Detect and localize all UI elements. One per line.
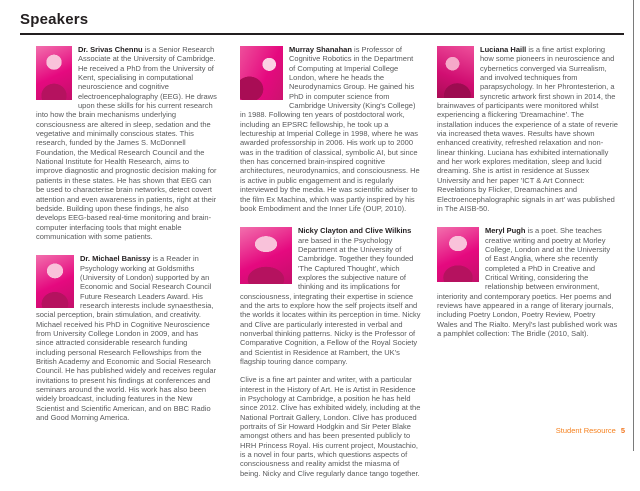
speaker-bio-text: is a Senior Research Associate at the University of Cambridge. He received a PhD from the University of Kent, specialising in computational neuroscience and cognitive electroencephalography (EEG). He draws upon these skills for his current research into how the brain mechanisms underlying consciousness are altered in sleep, sedation and the vegetative and minimally conscious states. This research, funded by the James S. McDonnell Foundation, the Medical Research Council and the National Institute for Health Research, aims to improve diagnostic and prognostic decision making for patients in these states. He has shown that EEG can be used to characterise brain networks, detect covert attention and even awareness in patients, right at their bedside. Building upon these findings, he also develops EEG-based real-time monitoring and brain-computer interfacing tools that might enable communication with some patients.	[36, 45, 217, 241]
column-middle	[240, 45, 421, 491]
speaker-name: Luciana Haill	[480, 45, 527, 54]
speaker-name: Dr. Srivas Chennu	[78, 45, 143, 54]
footer-label: Student Resource	[555, 426, 616, 435]
speaker-photo-luciana-haill	[437, 46, 474, 98]
page-title: Speakers	[20, 11, 89, 28]
speaker-bio-banissy	[36, 254, 217, 422]
speaker-photo-nicky-clayton-clive-wilkins	[240, 227, 292, 284]
footer-page-number: 5	[620, 426, 625, 435]
speaker-photo-srivas-chennu	[36, 46, 72, 100]
speaker-bio-haill	[437, 45, 618, 213]
speaker-bio-text: is a Reader in Psychology working at Goldsmiths (University of London) supported by an Economic and Social Research Council Future Research Leaders Award. His research interests include synaesthesia, social perception, brain stimulation, and creativity. Michael received his PhD in Cognitive Neuroscience from University College London in 2009, and has since attracted considerable research funding including personal Research Fellowships from the British Academy and Economic and Social Research Council. He has published widely and receives regular invitations to present his findings at conferences and seminars around the world. His work has also been widely broadcast, including features in the New Scientist and Scientific American, and on BBC Radio and Good Morning America.	[36, 254, 217, 423]
speaker-bio-extra-paragraph: Clive is a fine art painter and writer, with a particular interest in the History of Art. He is Artist in Residence in Psychology at Cambridge, a position he has held since 2012. Clive has exhibited widely, including at the National Portrait Gallery, London. Clive has produced portraits of Sir Howard Hodgkin and Sir Peter Blake amongst others and has been presented publicly to HRH Princess Royal. His current project, Moustachio, is a novel in four parts, which questions aspects of consciousness and reality amidst the miasma of being. Nicky and Clive regularly dance tango together.	[240, 375, 421, 478]
header	[20, 0, 624, 35]
speaker-bio-text: is a fine artist exploring how some pioneers in neuroscience and cybernetics converged via Surrealism, and involved techniques from parapsychology. In her Phrontesterion, a syncretic artwork first shown in 2014, the brainwaves of participants were monitored whilst experiencing a flickering 'Dreamachine'. The installation induces the experience of a state of reverie via increased theta waves. Results have shown enhanced creativity, refreshed relaxation and non-linear thinking. Luciana has exhibited internationally and her work explores meditation, sleep and lucid dreaming. She is artist in residence at Sussex University and her paper 'ICT & Art Connect: Revelations by Flicker, Dreamachines and Electroencephalographic signals in art' was published in The AISB-50.	[437, 45, 618, 213]
column-right	[437, 45, 618, 491]
column-left	[36, 45, 217, 491]
speaker-bio-clayton-wilkins	[240, 226, 421, 478]
speaker-photo-meryl-pugh	[437, 227, 479, 282]
speaker-columns	[0, 35, 640, 491]
footer	[556, 426, 625, 435]
speaker-name: Meryl Pugh	[485, 226, 526, 236]
speaker-photo-michael-banissy	[36, 255, 74, 308]
speaker-bio-shanahan	[240, 45, 421, 213]
speaker-bio-text: is a poet. She teaches creative writing and poetry at Morley College, London and at the University of East Anglia, where she recently completed a PhD in Creative and Critical Writing, considering the relationship between environment, interiority and contemporary poetics. Her poems and reviews have appeared in a range of literary journals, including Poetry London, Poetry Review, Poetry Wales and The Rialto. Meryl's last published work was a pamphlet collection: The Bridle (2010, Salt).	[437, 226, 618, 338]
speaker-bio-text: is Professor of Cognitive Robotics in the Department of Computing at Imperial College London, where he heads the Neurodynamics Group. He gained his PhD in computer science from Cambridge University (King's College) in 1988. Following ten years of postdoctoral work, including an EPSRC fellowship, he took up a lectureship at Imperial College in 1998, where he was awarded professorship in 2006. His work up to 2000 was in the tradition of classical, symbolic AI, but since then has concerned brain-inspired cognitive architectures, neurodynamics, and consciousness. He is active in public engagement and is regularly interviewed by the media. He was scientific adviser to the film Ex Machina, which was partly inspired by his book Embodiment and the Inner Life (OUP, 2010).	[240, 45, 420, 213]
speaker-bio-pugh	[437, 226, 618, 338]
speaker-name: Murray Shanahan	[289, 45, 352, 54]
speaker-bio-chennu	[36, 45, 217, 241]
page-edge-line	[633, 0, 634, 451]
speaker-photo-murray-shanahan	[240, 46, 283, 100]
speaker-name: Nicky Clayton and Clive Wilkins	[298, 226, 412, 236]
speaker-name: Dr. Michael Banissy	[80, 254, 151, 264]
speaker-bio-text: are based in the Psychology Department at the University of Cambridge. Together they founded 'The Captured Thought', which explores the subjective nature of thinking and its implications for consciousness, integrating their expertise in science and the arts to explore how the self projects itself and the worlds it locates within its perception in time. Nicky and Clive are particularly interested in verbal and nonverbal thinking patterns. Nicky is the Professor of Comparative Cognition, a Fellow of the Royal Society and Scientist in Residence at Rambert, the UK's flagship touring dance company.	[240, 235, 421, 366]
